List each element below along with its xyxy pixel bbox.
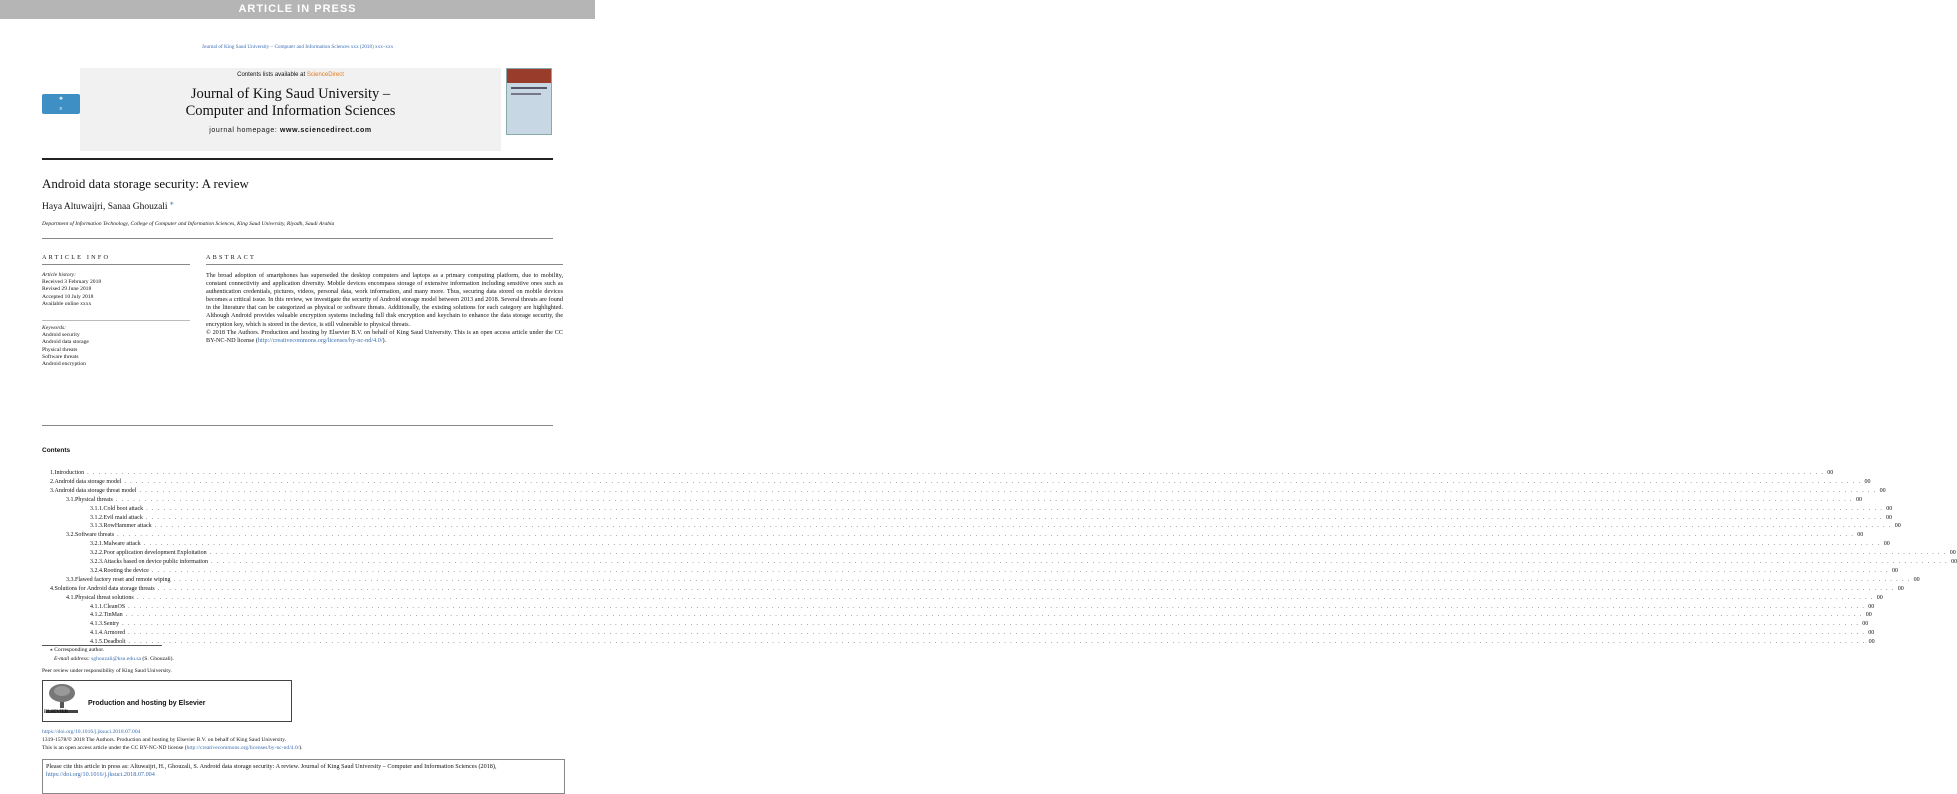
- toc-number: 1.: [50, 470, 55, 476]
- doi-url[interactable]: https://doi.org/10.1016/j.jksuci.2018.07.004: [42, 729, 141, 735]
- toc-label[interactable]: Attacks based on device public information: [103, 559, 208, 565]
- sciencedirect-link[interactable]: ScienceDirect: [306, 72, 344, 78]
- toc-label[interactable]: Physical threat solutions: [75, 594, 134, 601]
- toc-number: 4.1.2.: [90, 612, 104, 619]
- keyword: Android security: [42, 332, 80, 339]
- toc-number: 3.1.1.: [90, 505, 104, 512]
- journal-title-line2: Computer and Information Sciences: [185, 103, 396, 119]
- toc-label[interactable]: Introduction: [54, 470, 85, 476]
- toc-number: 3.1.3.: [90, 523, 104, 530]
- toc-page: 00: [1897, 585, 1904, 592]
- email-name: (S. Ghouzali).: [141, 656, 174, 662]
- toc-row[interactable]: [66, 496, 1862, 506]
- toc-page: 00: [1827, 470, 1834, 476]
- toc-row[interactable]: [66, 594, 1883, 604]
- toc-leader-dots: . . . . . . . . . . . . . . . . . . . . . . . . . . . . . . . . . . . . . . . . . . . . . . . . . . . . . . . . . . . . . . . . . . . . . . . . . . . . . . . . . . . . . . . . . . . . . . . . . . . . . . . . . . . . . . . . . . . . . . . . . . . . . . . . . . . . . . . . . . . . . . . . . . . . . . . . . . . . . . . . . . . . . . . . . . . . . . . . . . . . . . . . . . . . . . . . . . . . . . . . . . . . . . . . . . . . . . . . . . . . . . . . . . . . . . . . . . . . . . . . . . . . . . . . . . . . . . . . . . . . . . . . . . . . . . . . . . . . . . . . . . . . . . . . . . . . . . . . . . . .: [210, 559, 1949, 565]
- corresponding-author-mark[interactable]: ⁎: [169, 199, 174, 207]
- email-label: E-mail address:: [54, 656, 92, 662]
- toc-leader-dots: . . . . . . . . . . . . . . . . . . . . . . . . . . . . . . . . . . . . . . . . . . . . . . . . . . . . . . . . . . . . . . . . . . . . . . . . . . . . . . . . . . . . . . . . . . . . . . . . . . . . . . . . . . . . . . . . . . . . . . . . . . . . . . . . . . . . . . . . . . . . . . . . . . . . . . . . . . . . . . . . . . . . . . . . . . . . . . . . . . . . . . . . . . . . . . . . . . . . . . . . . . . . . . . . . . . . . . . . . . . . . . . . . . . . . . . . . . . . . . . . . . . . . . . . . . . . . . . . . . . . . . . . . . . . . . . . . . . . . . . . . . . . . . . . . . . . . . . . . . . .: [146, 505, 1884, 512]
- journal-homepage: [80, 127, 501, 134]
- toc-label[interactable]: TinMan: [103, 612, 123, 619]
- abstract-text: The broad adoption of smartphones has superseded the desktop computers and laptops as a primary computing platform, due to mobility, constant connectivity and application diversity. Mobile devices encompass storage of extensive information including sensitive ones such as authentication credentials, pictures, videos, personal data, work information, and many more. Thus, securing data stored on mobile devices becomes a critical issue. In this review, we investigate the security of Android storage model between 2013 and 2018. Several threats are found in the literature that can be categorized as physical or software threats. Additionally, the existing solutions for each category are highlighted. Although Android provides valuable encryption systems including full disk encryption and keychain to enhance the data storage security, the encryption key, which is stored in the device, is still vulnerable to physical threats.: [206, 272, 563, 328]
- toc-row[interactable]: [90, 514, 1892, 524]
- toc-row[interactable]: [90, 523, 1901, 532]
- homepage-prefix: journal homepage:: [209, 127, 280, 134]
- toc-number: 4.1.1.: [90, 603, 104, 610]
- toc-number: 3.: [50, 487, 55, 494]
- toc-row[interactable]: [90, 567, 1898, 577]
- article-in-press-banner: ARTICLE IN PRESS: [0, 0, 595, 19]
- toc-number: 3.2.: [66, 532, 75, 539]
- toc-row[interactable]: [50, 470, 1834, 479]
- publisher-text: Production and hosting by Elsevier: [88, 700, 206, 707]
- open-access-link[interactable]: http://creativecommons.org/licenses/by-nc-nd/4.0/: [186, 745, 300, 751]
- license-link[interactable]: http://creativecommons.org/licenses/by-nc-nd/4.0/: [257, 336, 383, 344]
- history-item: Received 3 February 2018: [42, 279, 102, 286]
- toc-page: 00: [1876, 594, 1883, 601]
- toc-leader-dots: . . . . . . . . . . . . . . . . . . . . . . . . . . . . . . . . . . . . . . . . . . . . . . . . . . . . . . . . . . . . . . . . . . . . . . . . . . . . . . . . . . . . . . . . . . . . . . . . . . . . . . . . . . . . . . . . . . . . . . . . . . . . . . . . . . . . . . . . . . . . . . . . . . . . . . . . . . . . . . . . . . . . . . . . . . . . . . . . . . . . . . . . . . . . . . . . . . . . . . . . . . . . . . . . . . . . . . . . . . . . . . . . . . . . . . . . . . . . . . . . . . . . . . . . . . . . . . . . . . . . . . . . . . . . . . . . . . . . . . . . . . . . . . . . . . . . . . . . . . . .: [154, 523, 1892, 530]
- toc-number: 4.1.4.: [90, 630, 104, 637]
- citation-body: Please cite this article in press as: Altuwaijri, H., Ghouzali, S. Android data storage security: A review. Journal of King Saud University – Computer and Information Sciences (2018),: [46, 763, 497, 770]
- copyright-text: © 2018 The Authors. Production and hosting by Elsevier B.V. on behalf of King Saud University. This is an open access article under the CC BY-NC-ND license (: [206, 328, 563, 344]
- toc-row[interactable]: [66, 576, 1920, 586]
- article-title: Android data storage security: A review: [42, 176, 249, 191]
- toc-label[interactable]: Sentry: [103, 621, 120, 628]
- contents-available-line: [80, 72, 501, 78]
- info-divider: [42, 320, 190, 321]
- toc-leader-dots: . . . . . . . . . . . . . . . . . . . . . . . . . . . . . . . . . . . . . . . . . . . . . . . . . . . . . . . . . . . . . . . . . . . . . . . . . . . . . . . . . . . . . . . . . . . . . . . . . . . . . . . . . . . . . . . . . . . . . . . . . . . . . . . . . . . . . . . . . . . . . . . . . . . . . . . . . . . . . . . . . . . . . . . . . . . . . . . . . . . . . . . . . . . . . . . . . . . . . . . . . . . . . . . . . . . . . . . . . . . . . . . . . . . . . . . . . . . . . . . . . . . . . . . . . . . . . . . . . . . . . . . . . . . . . . . . . . . . . . . . . . . . . . . . . . . . . . . . . . . .: [115, 496, 1853, 503]
- journal-cover-icon: [506, 68, 552, 135]
- toc-label[interactable]: Software threats: [75, 532, 115, 539]
- toc-leader-dots: . . . . . . . . . . . . . . . . . . . . . . . . . . . . . . . . . . . . . . . . . . . . . . . . . . . . . . . . . . . . . . . . . . . . . . . . . . . . . . . . . . . . . . . . . . . . . . . . . . . . . . . . . . . . . . . . . . . . . . . . . . . . . . . . . . . . . . . . . . . . . . . . . . . . . . . . . . . . . . . . . . . . . . . . . . . . . . . . . . . . . . . . . . . . . . . . . . . . . . . . . . . . . . . . . . . . . . . . . . . . . . . . . . . . . . . . . . . . . . . . . . . . . . . . . . . . . . . . . . . . . . . . . . . . . . . . . . . . . . . . . . . . . . . . . . . . . . . . . . . .: [122, 621, 1860, 628]
- divider: [42, 425, 553, 426]
- elsevier-label: ELSEVIER: [44, 710, 69, 715]
- toc-row[interactable]: [90, 639, 1875, 648]
- toc-label[interactable]: Evil maid attack: [103, 514, 143, 521]
- toc-row[interactable]: [50, 487, 1886, 497]
- toc-page: 00: [1868, 630, 1875, 637]
- toc-leader-dots: . . . . . . . . . . . . . . . . . . . . . . . . . . . . . . . . . . . . . . . . . . . . . . . . . . . . . . . . . . . . . . . . . . . . . . . . . . . . . . . . . . . . . . . . . . . . . . . . . . . . . . . . . . . . . . . . . . . . . . . . . . . . . . . . . . . . . . . . . . . . . . . . . . . . . . . . . . . . . . . . . . . . . . . . . . . . . . . . . . . . . . . . . . . . . . . . . . . . . . . . . . . . . . . . . . . . . . . . . . . . . . . . . . . . . . . . . . . . . . . . . . . . . . . . . . . . . . . . . . . . . . . . . . . . . . . . . . . . . . . . . . . . . . . . . . . . . . . . . . . .: [173, 576, 1911, 583]
- toc-leader-dots: . . . . . . . . . . . . . . . . . . . . . . . . . . . . . . . . . . . . . . . . . . . . . . . . . . . . . . . . . . . . . . . . . . . . . . . . . . . . . . . . . . . . . . . . . . . . . . . . . . . . . . . . . . . . . . . . . . . . . . . . . . . . . . . . . . . . . . . . . . . . . . . . . . . . . . . . . . . . . . . . . . . . . . . . . . . . . . . . . . . . . . . . . . . . . . . . . . . . . . . . . . . . . . . . . . . . . . . . . . . . . . . . . . . . . . . . . . . . . . . . . . . . . . . . . . . . . . . . . . . . . . . . . . . . . . . . . . . . . . . . . . . . . . . . . . . . . . . . . . . .: [145, 514, 1883, 521]
- toc-number: 4.: [50, 585, 55, 592]
- toc-leader-dots: . . . . . . . . . . . . . . . . . . . . . . . . . . . . . . . . . . . . . . . . . . . . . . . . . . . . . . . . . . . . . . . . . . . . . . . . . . . . . . . . . . . . . . . . . . . . . . . . . . . . . . . . . . . . . . . . . . . . . . . . . . . . . . . . . . . . . . . . . . . . . . . . . . . . . . . . . . . . . . . . . . . . . . . . . . . . . . . . . . . . . . . . . . . . . . . . . . . . . . . . . . . . . . . . . . . . . . . . . . . . . . . . . . . . . . . . . . . . . . . . . . . . . . . . . . . . . . . . . . . . . . . . . . . . . . . . . . . . . . . . . . . . . . . . . . . . . . . . . . . .: [117, 532, 1855, 539]
- header-divider: [42, 158, 553, 160]
- toc-row[interactable]: [90, 559, 1957, 568]
- peer-review-note: Peer review under responsibility of King Saud University.: [42, 668, 172, 674]
- homepage-link[interactable]: www.sciencedirect.com: [280, 127, 372, 134]
- toc-leader-dots: . . . . . . . . . . . . . . . . . . . . . . . . . . . . . . . . . . . . . . . . . . . . . . . . . . . . . . . . . . . . . . . . . . . . . . . . . . . . . . . . . . . . . . . . . . . . . . . . . . . . . . . . . . . . . . . . . . . . . . . . . . . . . . . . . . . . . . . . . . . . . . . . . . . . . . . . . . . . . . . . . . . . . . . . . . . . . . . . . . . . . . . . . . . . . . . . . . . . . . . . . . . . . . . . . . . . . . . . . . . . . . . . . . . . . . . . . . . . . . . . . . . . . . . . . . . . . . . . . . . . . . . . . . . . . . . . . . . . . . . . . . . . . . . . . . . . . . . . . . . .: [125, 612, 1863, 619]
- toc-row[interactable]: [66, 532, 1864, 541]
- toc-row[interactable]: [90, 621, 1869, 630]
- toc-number: 3.2.1.: [90, 541, 104, 548]
- contents-title: Contents: [42, 447, 71, 454]
- email-link[interactable]: sghouzali@ksu.edu.sa: [91, 656, 141, 662]
- journal-title: [80, 86, 501, 120]
- corresponding-author-note: ⁎ Corresponding author.: [50, 647, 105, 653]
- toc-number: 3.3.: [66, 576, 75, 583]
- toc-leader-dots: . . . . . . . . . . . . . . . . . . . . . . . . . . . . . . . . . . . . . . . . . . . . . . . . . . . . . . . . . . . . . . . . . . . . . . . . . . . . . . . . . . . . . . . . . . . . . . . . . . . . . . . . . . . . . . . . . . . . . . . . . . . . . . . . . . . . . . . . . . . . . . . . . . . . . . . . . . . . . . . . . . . . . . . . . . . . . . . . . . . . . . . . . . . . . . . . . . . . . . . . . . . . . . . . . . . . . . . . . . . . . . . . . . . . . . . . . . . . . . . . . . . . . . . . . . . . . . . . . . . . . . . . . . . . . . . . . . . . . . . . . . . . . . . . . . . . . . . . . . . .: [128, 603, 1866, 610]
- toc-leader-dots: . . . . . . . . . . . . . . . . . . . . . . . . . . . . . . . . . . . . . . . . . . . . . . . . . . . . . . . . . . . . . . . . . . . . . . . . . . . . . . . . . . . . . . . . . . . . . . . . . . . . . . . . . . . . . . . . . . . . . . . . . . . . . . . . . . . . . . . . . . . . . . . . . . . . . . . . . . . . . . . . . . . . . . . . . . . . . . . . . . . . . . . . . . . . . . . . . . . . . . . . . . . . . . . . . . . . . . . . . . . . . . . . . . . . . . . . . . . . . . . . . . . . . . . . . . . . . . . . . . . . . . . . . . . . . . . . . . . . . . . . . . . . . . . . . . . . . . . . . . . .: [143, 541, 1881, 548]
- open-access-text: This is an open access article under the CC BY-NC-ND license (: [42, 745, 187, 751]
- toc-number: 3.2.2.: [90, 550, 104, 557]
- toc-leader-dots: . . . . . . . . . . . . . . . . . . . . . . . . . . . . . . . . . . . . . . . . . . . . . . . . . . . . . . . . . . . . . . . . . . . . . . . . . . . . . . . . . . . . . . . . . . . . . . . . . . . . . . . . . . . . . . . . . . . . . . . . . . . . . . . . . . . . . . . . . . . . . . . . . . . . . . . . . . . . . . . . . . . . . . . . . . . . . . . . . . . . . . . . . . . . . . . . . . . . . . . . . . . . . . . . . . . . . . . . . . . . . . . . . . . . . . . . . . . . . . . . . . . . . . . . . . . . . . . . . . . . . . . . . . . . . . . . . . . . . . . . . . . . . . . . . . . . . . . . . . . .: [124, 478, 1862, 485]
- article-authors: [42, 199, 173, 212]
- toc-page: 00: [1883, 541, 1890, 548]
- copyright-end: ).: [382, 336, 387, 344]
- toc-page: 00: [1886, 505, 1893, 512]
- toc-label[interactable]: Cold boot attack: [103, 505, 144, 512]
- history-label: Article history:: [42, 272, 77, 278]
- toc-leader-dots: . . . . . . . . . . . . . . . . . . . . . . . . . . . . . . . . . . . . . . . . . . . . . . . . . . . . . . . . . . . . . . . . . . . . . . . . . . . . . . . . . . . . . . . . . . . . . . . . . . . . . . . . . . . . . . . . . . . . . . . . . . . . . . . . . . . . . . . . . . . . . . . . . . . . . . . . . . . . . . . . . . . . . . . . . . . . . . . . . . . . . . . . . . . . . . . . . . . . . . . . . . . . . . . . . . . . . . . . . . . . . . . . . . . . . . . . . . . . . . . . . . . . . . . . . . . . . . . . . . . . . . . . . . . . . . . . . . . . . . . . . . . . . . . . . . . . . . . . . . . .: [128, 630, 1866, 637]
- divider: [42, 238, 553, 239]
- toc-page: 00: [1862, 621, 1869, 628]
- author-names: Haya Altuwaijri, Sanaa Ghouzali: [42, 202, 168, 213]
- toc-page: 00: [1949, 550, 1956, 557]
- toc-label[interactable]: Physical threats: [75, 496, 113, 503]
- toc-label[interactable]: Android data storage threat model: [54, 487, 137, 494]
- toc-leader-dots: . . . . . . . . . . . . . . . . . . . . . . . . . . . . . . . . . . . . . . . . . . . . . . . . . . . . . . . . . . . . . . . . . . . . . . . . . . . . . . . . . . . . . . . . . . . . . . . . . . . . . . . . . . . . . . . . . . . . . . . . . . . . . . . . . . . . . . . . . . . . . . . . . . . . . . . . . . . . . . . . . . . . . . . . . . . . . . . . . . . . . . . . . . . . . . . . . . . . . . . . . . . . . . . . . . . . . . . . . . . . . . . . . . . . . . . . . . . . . . . . . . . . . . . . . . . . . . . . . . . . . . . . . . . . . . . . . . . . . . . . . . . . . . . . . . . . . . . . . . . .: [209, 550, 1947, 557]
- toc-row[interactable]: [90, 630, 1875, 639]
- toc-label[interactable]: Android data storage model: [54, 478, 122, 485]
- toc-page: 00: [1891, 567, 1898, 574]
- toc-row[interactable]: [50, 585, 1904, 595]
- toc-number: 3.2.4.: [90, 567, 104, 574]
- toc-number: 3.1.: [66, 496, 75, 503]
- toc-leader-dots: . . . . . . . . . . . . . . . . . . . . . . . . . . . . . . . . . . . . . . . . . . . . . . . . . . . . . . . . . . . . . . . . . . . . . . . . . . . . . . . . . . . . . . . . . . . . . . . . . . . . . . . . . . . . . . . . . . . . . . . . . . . . . . . . . . . . . . . . . . . . . . . . . . . . . . . . . . . . . . . . . . . . . . . . . . . . . . . . . . . . . . . . . . . . . . . . . . . . . . . . . . . . . . . . . . . . . . . . . . . . . . . . . . . . . . . . . . . . . . . . . . . . . . . . . . . . . . . . . . . . . . . . . . . . . . . . . . . . . . . . . . . . . . . . . . . . . . . . . . . .: [136, 594, 1874, 601]
- toc-page: 00: [1857, 532, 1864, 539]
- toc-label[interactable]: Rooting the device: [103, 567, 149, 574]
- affiliation: Department of Information Technology, College of Computer and Information Sciences, King Saud University, Riyadh, Saudi Arabia: [42, 221, 335, 227]
- toc-leader-dots: . . . . . . . . . . . . . . . . . . . . . . . . . . . . . . . . . . . . . . . . . . . . . . . . . . . . . . . . . . . . . . . . . . . . . . . . . . . . . . . . . . . . . . . . . . . . . . . . . . . . . . . . . . . . . . . . . . . . . . . . . . . . . . . . . . . . . . . . . . . . . . . . . . . . . . . . . . . . . . . . . . . . . . . . . . . . . . . . . . . . . . . . . . . . . . . . . . . . . . . . . . . . . . . . . . . . . . . . . . . . . . . . . . . . . . . . . . . . . . . . . . . . . . . . . . . . . . . . . . . . . . . . . . . . . . . . . . . . . . . . . . . . . . . . . . . . . . . . . . . .: [128, 639, 1866, 646]
- issn-line: 1319-1578/© 2018 The Authors. Production and hosting by Elsevier B.V. on behalf of King Saud University.: [42, 737, 287, 743]
- article-info-heading: ARTICLE INFO: [42, 254, 111, 261]
- toc-page: 00: [1951, 559, 1957, 565]
- open-access-end: ).: [299, 745, 303, 751]
- keyword: Android encryption: [42, 361, 86, 368]
- keywords: [42, 325, 192, 368]
- toc-label[interactable]: Armored: [103, 630, 126, 637]
- toc-label[interactable]: Solutions for Android data storage threats: [54, 585, 155, 592]
- toc-page: 00: [1855, 496, 1862, 503]
- journal-reference[interactable]: Journal of King Saud University – Computer and Information Sciences xxx (2018) xxx–xxx: [201, 44, 394, 50]
- toc-label[interactable]: Deadbolt: [103, 639, 126, 646]
- article-history: [42, 272, 192, 308]
- keyword: Physical threats: [42, 346, 78, 353]
- toc-number: 2.: [50, 478, 55, 485]
- toc-label[interactable]: Flawed factory reset and remote wiping: [75, 576, 171, 583]
- toc-page: 00: [1865, 612, 1872, 619]
- email-line: [54, 656, 174, 663]
- footnote-divider: [42, 645, 162, 646]
- toc-leader-dots: . . . . . . . . . . . . . . . . . . . . . . . . . . . . . . . . . . . . . . . . . . . . . . . . . . . . . . . . . . . . . . . . . . . . . . . . . . . . . . . . . . . . . . . . . . . . . . . . . . . . . . . . . . . . . . . . . . . . . . . . . . . . . . . . . . . . . . . . . . . . . . . . . . . . . . . . . . . . . . . . . . . . . . . . . . . . . . . . . . . . . . . . . . . . . . . . . . . . . . . . . . . . . . . . . . . . . . . . . . . . . . . . . . . . . . . . . . . . . . . . . . . . . . . . . . . . . . . . . . . . . . . . . . . . . . . . . . . . . . . . . . . . . . . . . . . . . . . . . . . .: [87, 470, 1825, 476]
- journal-title-line1: Journal of King Saud University –: [190, 86, 391, 102]
- history-item: Available online xxxx: [42, 300, 92, 307]
- ksu-logo-icon: ❖ ≡: [42, 94, 80, 114]
- keywords-label: Keywords:: [42, 325, 67, 331]
- toc-leader-dots: . . . . . . . . . . . . . . . . . . . . . . . . . . . . . . . . . . . . . . . . . . . . . . . . . . . . . . . . . . . . . . . . . . . . . . . . . . . . . . . . . . . . . . . . . . . . . . . . . . . . . . . . . . . . . . . . . . . . . . . . . . . . . . . . . . . . . . . . . . . . . . . . . . . . . . . . . . . . . . . . . . . . . . . . . . . . . . . . . . . . . . . . . . . . . . . . . . . . . . . . . . . . . . . . . . . . . . . . . . . . . . . . . . . . . . . . . . . . . . . . . . . . . . . . . . . . . . . . . . . . . . . . . . . . . . . . . . . . . . . . . . . . . . . . . . . . . . . . . . . .: [139, 487, 1877, 494]
- abstract-divider: [206, 264, 563, 265]
- toc-number: 3.2.3.: [90, 559, 104, 565]
- toc-page: 00: [1868, 603, 1875, 610]
- toc-number: 4.1.: [66, 594, 75, 601]
- toc-label[interactable]: RowHammer attack: [103, 523, 152, 530]
- toc-page: 00: [1864, 478, 1871, 485]
- toc-label[interactable]: Malware attack: [103, 541, 141, 548]
- toc-leader-dots: . . . . . . . . . . . . . . . . . . . . . . . . . . . . . . . . . . . . . . . . . . . . . . . . . . . . . . . . . . . . . . . . . . . . . . . . . . . . . . . . . . . . . . . . . . . . . . . . . . . . . . . . . . . . . . . . . . . . . . . . . . . . . . . . . . . . . . . . . . . . . . . . . . . . . . . . . . . . . . . . . . . . . . . . . . . . . . . . . . . . . . . . . . . . . . . . . . . . . . . . . . . . . . . . . . . . . . . . . . . . . . . . . . . . . . . . . . . . . . . . . . . . . . . . . . . . . . . . . . . . . . . . . . . . . . . . . . . . . . . . . . . . . . . . . . . . . . . . . . . .: [151, 567, 1889, 574]
- info-divider: [42, 264, 190, 265]
- toc-page: 00: [1885, 514, 1892, 521]
- toc-leader-dots: . . . . . . . . . . . . . . . . . . . . . . . . . . . . . . . . . . . . . . . . . . . . . . . . . . . . . . . . . . . . . . . . . . . . . . . . . . . . . . . . . . . . . . . . . . . . . . . . . . . . . . . . . . . . . . . . . . . . . . . . . . . . . . . . . . . . . . . . . . . . . . . . . . . . . . . . . . . . . . . . . . . . . . . . . . . . . . . . . . . . . . . . . . . . . . . . . . . . . . . . . . . . . . . . . . . . . . . . . . . . . . . . . . . . . . . . . . . . . . . . . . . . . . . . . . . . . . . . . . . . . . . . . . . . . . . . . . . . . . . . . . . . . . . . . . . . . . . . . . . .: [157, 585, 1895, 592]
- citation-doi-link[interactable]: https://doi.org/10.1016/j.jksuci.2018.07.004: [46, 771, 155, 779]
- toc-row[interactable]: [90, 505, 1893, 515]
- toc-page: 00: [1868, 639, 1875, 646]
- toc-label[interactable]: CleanOS: [103, 603, 126, 610]
- abstract-copyright: [206, 329, 563, 345]
- open-access-line: [42, 745, 303, 752]
- history-item: Accepted 10 July 2018: [42, 293, 94, 300]
- toc-number: 4.1.3.: [90, 621, 104, 628]
- toc-row[interactable]: [90, 612, 1872, 621]
- toc-page: 00: [1894, 523, 1901, 530]
- abstract-body: [206, 272, 563, 345]
- toc-row[interactable]: [90, 603, 1875, 613]
- toc-label[interactable]: Poor application development Exploitation: [103, 550, 207, 557]
- toc-page: 00: [1913, 576, 1920, 583]
- toc-page: 00: [1879, 487, 1886, 494]
- toc-row[interactable]: [90, 550, 1956, 559]
- toc-row[interactable]: [90, 541, 1890, 550]
- toc-number: 3.1.2.: [90, 514, 104, 521]
- doi-link[interactable]: [42, 729, 140, 736]
- contents-prefix: Contents lists available at: [237, 72, 307, 78]
- abstract-heading: ABSTRACT: [206, 254, 256, 261]
- history-item: Revised 29 June 2018: [42, 286, 92, 293]
- toc-row[interactable]: [50, 478, 1871, 488]
- toc-number: 4.1.5.: [90, 639, 104, 646]
- citation-text: [46, 763, 560, 780]
- keyword: Software threats: [42, 353, 79, 360]
- keyword: Android data storage: [42, 339, 89, 346]
